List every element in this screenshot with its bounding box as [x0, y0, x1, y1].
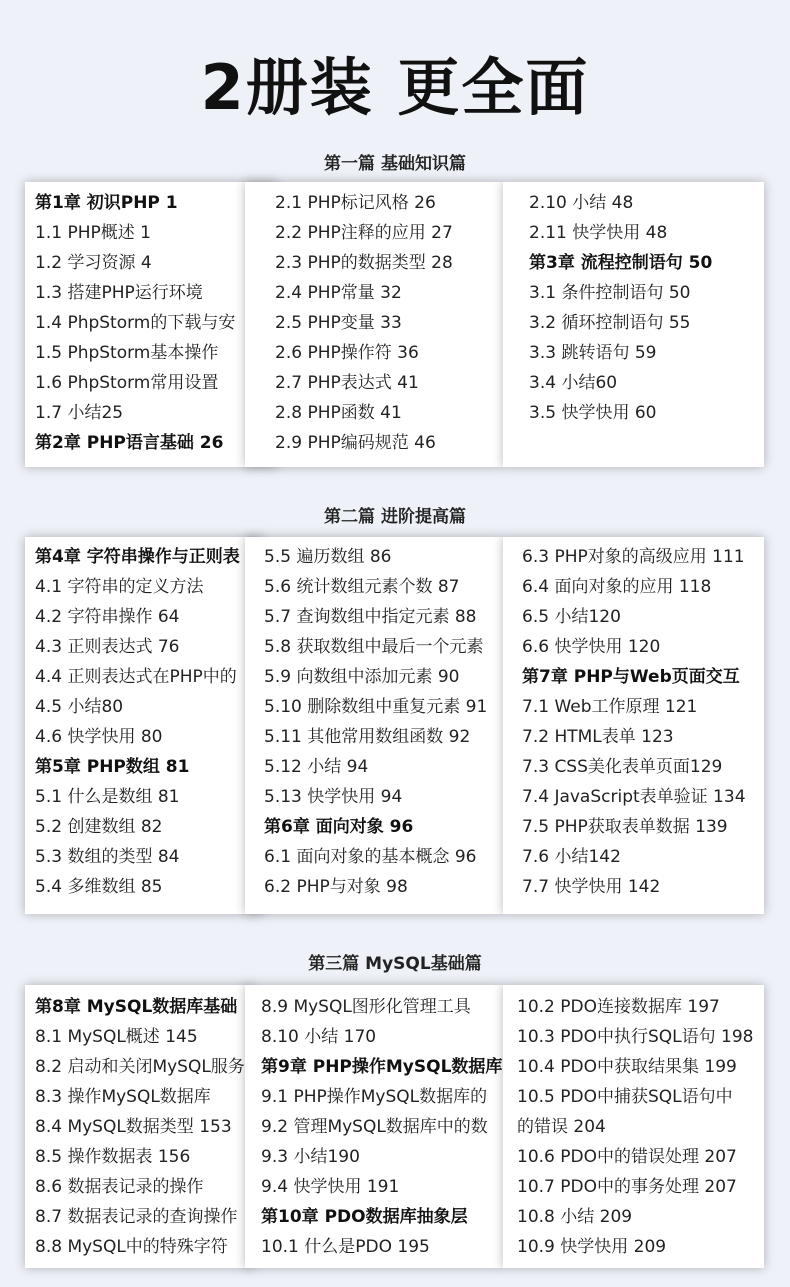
- toc-entry: 8.9 MySQL图形化管理工具: [261, 997, 471, 1017]
- toc-card: [245, 182, 503, 467]
- toc-entry: 5.6 统计数组元素个数 87: [264, 577, 460, 597]
- toc-entry: 9.4 快学快用 191: [261, 1177, 400, 1197]
- toc-entry: 6.6 快学快用 120: [522, 637, 661, 657]
- toc-entry: 2.11 快学快用 48: [529, 223, 668, 243]
- toc-entry: 2.7 PHP表达式 41: [275, 373, 419, 393]
- toc-entry: 10.3 PDO中执行SQL语句 198: [517, 1027, 754, 1047]
- toc-entry: 2.9 PHP编码规范 46: [275, 433, 436, 453]
- toc-entry: 5.12 小结 94: [264, 757, 369, 777]
- toc-entry: 9.2 管理MySQL数据库中的数: [261, 1117, 488, 1137]
- toc-entry: 8.2 启动和关闭MySQL服务: [35, 1057, 245, 1077]
- toc-entry: 2.2 PHP注释的应用 27: [275, 223, 453, 243]
- chapter-heading: 第6章 面向对象 96: [264, 817, 414, 837]
- toc-card: [25, 182, 277, 467]
- toc-card: [25, 537, 263, 914]
- toc-entry: 5.3 数组的类型 84: [35, 847, 180, 867]
- toc-entry: 7.4 JavaScript表单验证 134: [522, 787, 746, 807]
- toc-entry: 7.6 小结142: [522, 847, 621, 867]
- toc-entry: 5.8 获取数组中最后一个元素: [264, 637, 484, 657]
- main-title: 2册装 更全面: [200, 51, 590, 124]
- toc-entry: 8.3 操作MySQL数据库: [35, 1087, 211, 1107]
- chapter-heading: 第5章 PHP数组 81: [35, 757, 190, 777]
- toc-entry: 3.4 小结60: [529, 373, 618, 393]
- toc-entry: 6.5 小结120: [522, 607, 621, 627]
- toc-entry: 7.1 Web工作原理 121: [522, 697, 698, 717]
- toc-entry: 2.10 小结 48: [529, 193, 634, 213]
- toc-entry: 5.4 多维数组 85: [35, 877, 163, 897]
- toc-entry: 5.1 什么是数组 81: [35, 787, 180, 807]
- toc-entry: 10.6 PDO中的错误处理 207: [517, 1147, 737, 1167]
- chapter-heading: 第8章 MySQL数据库基础: [35, 997, 238, 1017]
- toc-entry: 4.3 正则表达式 76: [35, 637, 180, 657]
- toc-entry: 5.2 创建数组 82: [35, 817, 163, 837]
- toc-entry: 5.11 其他常用数组函数 92: [264, 727, 471, 747]
- toc-entry: 3.2 循环控制语句 55: [529, 313, 691, 333]
- part-title: 第二篇 进阶提高篇: [324, 507, 466, 527]
- toc-entry: 3.5 快学快用 60: [529, 403, 657, 423]
- toc-entry: 8.1 MySQL概述 145: [35, 1027, 198, 1047]
- toc-entry: 4.2 字符串操作 64: [35, 607, 180, 627]
- part-title: 第三篇 MySQL基础篇: [308, 954, 482, 974]
- toc-card: [503, 182, 764, 467]
- toc-entry: 10.4 PDO中获取结果集 199: [517, 1057, 737, 1077]
- toc-entry: 6.2 PHP与对象 98: [264, 877, 408, 897]
- toc-entry: 7.3 CSS美化表单页面129: [522, 757, 723, 777]
- toc-entry: 4.1 字符串的定义方法: [35, 577, 204, 597]
- toc-entry: 3.3 跳转语句 59: [529, 343, 657, 363]
- toc-entry: 2.6 PHP操作符 36: [275, 343, 419, 363]
- toc-entry: 的错误 204: [517, 1117, 606, 1137]
- toc-entry: 1.2 学习资源 4: [35, 253, 152, 273]
- toc-entry: 1.6 PhpStorm常用设置: [35, 373, 219, 393]
- part-title: 第一篇 基础知识篇: [324, 154, 466, 174]
- toc-entry: 8.6 数据表记录的操作: [35, 1177, 204, 1197]
- toc-entry: 8.5 操作数据表 156: [35, 1147, 191, 1167]
- toc-card: [503, 537, 764, 914]
- toc-entry: 5.5 遍历数组 86: [264, 547, 392, 567]
- toc-entry: 2.4 PHP常量 32: [275, 283, 402, 303]
- toc-entry: 4.5 小结80: [35, 697, 124, 717]
- toc-entry: 7.5 PHP获取表单数据 139: [522, 817, 728, 837]
- toc-entry: 5.13 快学快用 94: [264, 787, 403, 807]
- toc-entry: 5.9 向数组中添加元素 90: [264, 667, 460, 687]
- toc-entry: 2.5 PHP变量 33: [275, 313, 402, 333]
- toc-entry: 1.5 PhpStorm基本操作: [35, 343, 219, 363]
- chapter-heading: 第3章 流程控制语句 50: [529, 253, 713, 273]
- toc-entry: 7.2 HTML表单 123: [522, 727, 674, 747]
- toc-entry: 5.10 删除数组中重复元素 91: [264, 697, 488, 717]
- toc-entry: 10.2 PDO连接数据库 197: [517, 997, 720, 1017]
- toc-entry: 6.4 面向对象的应用 118: [522, 577, 712, 597]
- chapter-heading: 第2章 PHP语言基础 26: [35, 433, 224, 453]
- toc-entry: 2.3 PHP的数据类型 28: [275, 253, 453, 273]
- chapter-heading: 第9章 PHP操作MySQL数据库: [261, 1057, 503, 1077]
- toc-entry: 2.8 PHP函数 41: [275, 403, 402, 423]
- toc-entry: 2.1 PHP标记风格 26: [275, 193, 436, 213]
- toc-entry: 10.5 PDO中捕获SQL语句中: [517, 1087, 733, 1107]
- chapter-heading: 第7章 PHP与Web页面交互: [522, 667, 740, 687]
- toc-entry: 10.9 快学快用 209: [517, 1237, 667, 1257]
- toc-entry: 1.7 小结25: [35, 403, 124, 423]
- toc-entry: 9.3 小结190: [261, 1147, 360, 1167]
- toc-entry: 10.8 小结 209: [517, 1207, 633, 1227]
- toc-entry: 7.7 快学快用 142: [522, 877, 661, 897]
- toc-entry: 1.1 PHP概述 1: [35, 223, 151, 243]
- chapter-heading: 第4章 字符串操作与正则表: [35, 547, 240, 567]
- toc-entry: 9.1 PHP操作MySQL数据库的: [261, 1087, 488, 1107]
- toc-card: [245, 537, 503, 914]
- toc-card: [25, 985, 253, 1268]
- toc-card: [503, 985, 764, 1268]
- toc-entry: 10.1 什么是PDO 195: [261, 1237, 430, 1257]
- toc-entry: 8.7 数据表记录的查询操作: [35, 1207, 238, 1227]
- toc-entry: 6.3 PHP对象的高级应用 111: [522, 547, 745, 567]
- toc-entry: 1.3 搭建PHP运行环境: [35, 283, 203, 303]
- toc-entry: 5.7 查询数组中指定元素 88: [264, 607, 477, 627]
- toc-entry: 4.6 快学快用 80: [35, 727, 163, 747]
- toc-entry: 1.4 PhpStorm的下载与安: [35, 313, 236, 333]
- toc-entry: 6.1 面向对象的基本概念 96: [264, 847, 477, 867]
- toc-entry: 3.1 条件控制语句 50: [529, 283, 691, 303]
- toc-entry: 4.4 正则表达式在PHP中的: [35, 667, 237, 687]
- chapter-heading: 第1章 初识PHP 1: [35, 193, 178, 213]
- toc-entry: 8.10 小结 170: [261, 1027, 377, 1047]
- toc-entry: 10.7 PDO中的事务处理 207: [517, 1177, 737, 1197]
- chapter-heading: 第10章 PDO数据库抽象层: [261, 1207, 468, 1227]
- toc-entry: 8.4 MySQL数据类型 153: [35, 1117, 232, 1137]
- toc-card: [245, 985, 503, 1268]
- toc-entry: 8.8 MySQL中的特殊字符: [35, 1237, 228, 1257]
